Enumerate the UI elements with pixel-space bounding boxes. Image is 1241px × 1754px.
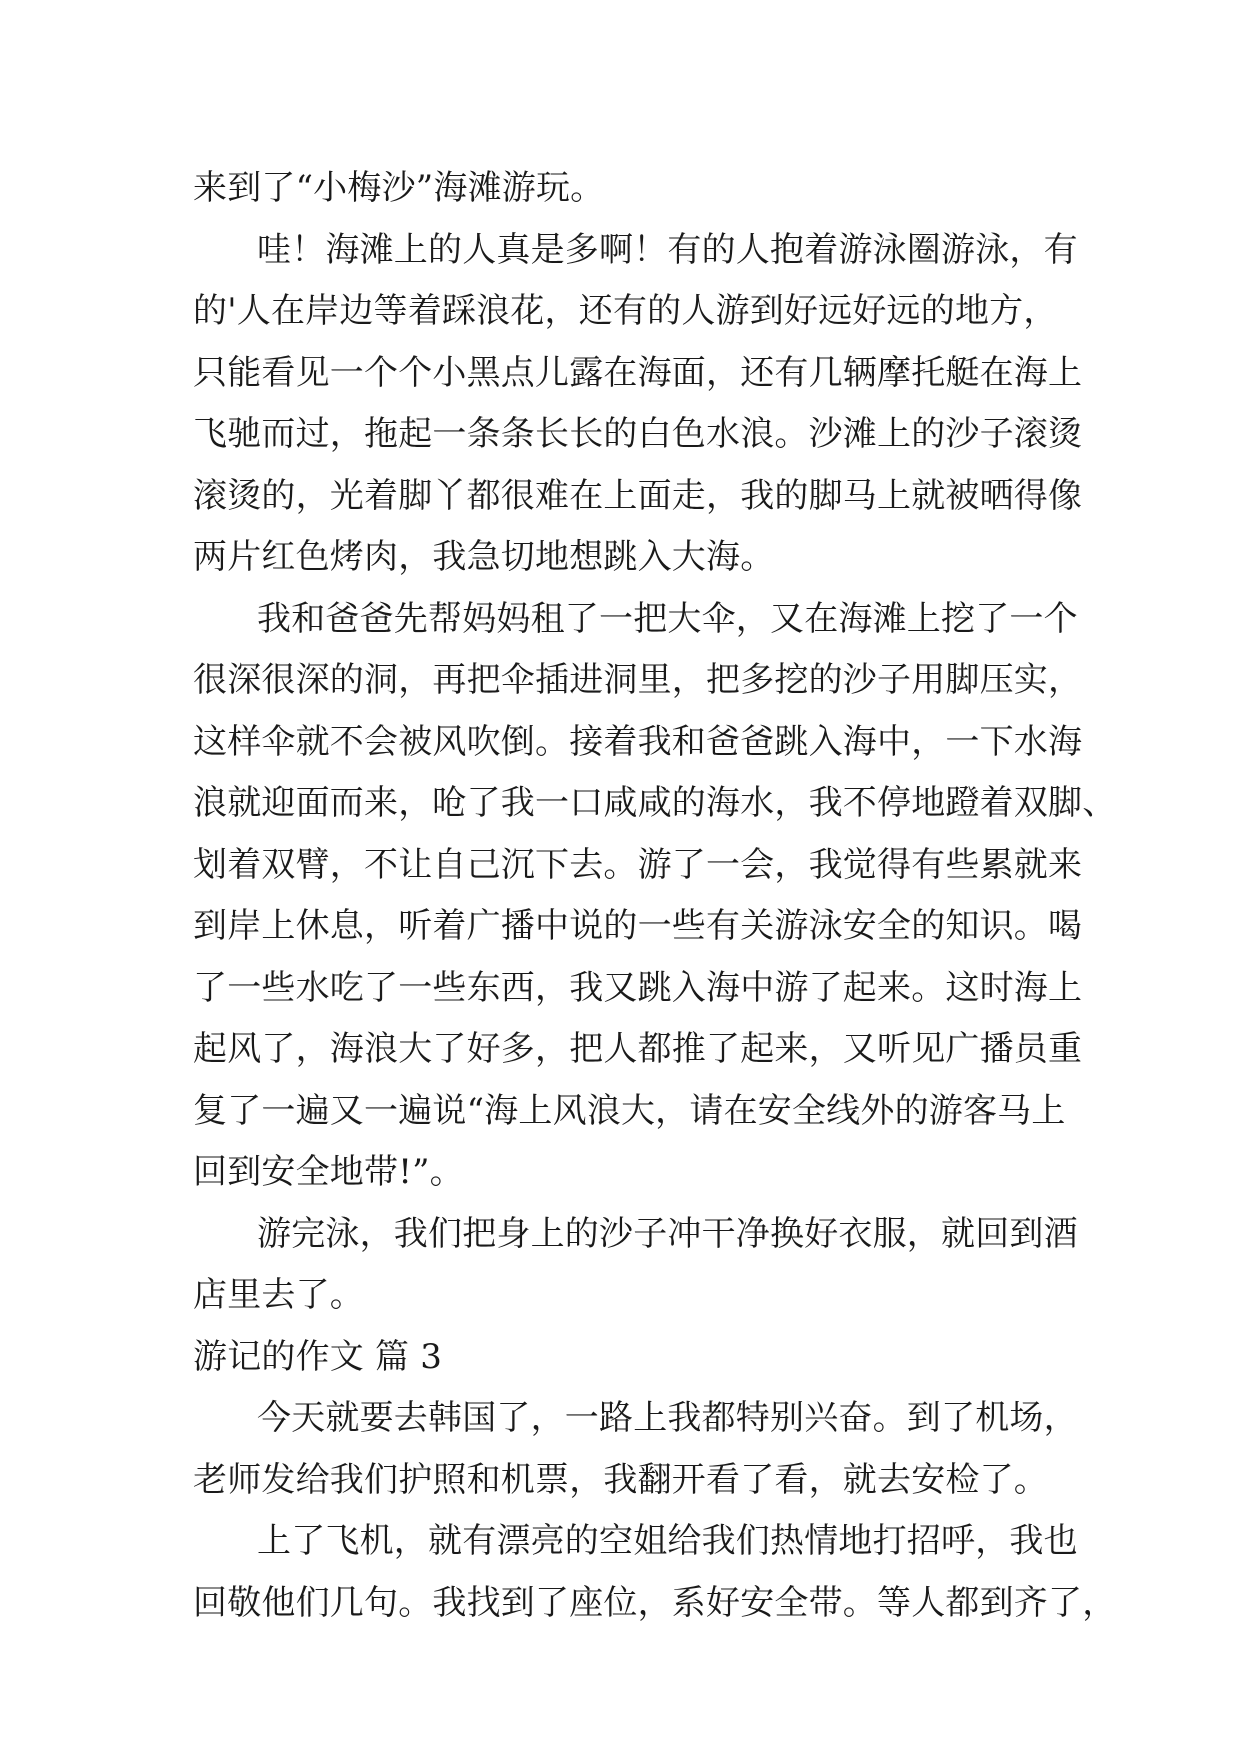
text-line: 游完泳，我们把身上的沙子冲干净换好衣服，就回到酒 xyxy=(257,1213,1078,1254)
text-line: 来到了“小梅沙”海滩游玩。 xyxy=(193,168,605,208)
text-line: 只能看见一个个小黑点儿露在海面，还有几辆摩托艇在海上 xyxy=(193,352,1083,393)
text-line: 浪就迎面而来，呛了我一口咸咸的海水，我不停地蹬着双脚、 xyxy=(193,783,1117,823)
text-line: 两片红色烤肉，我急切地想跳入大海。 xyxy=(193,537,775,577)
text-line: 这样伞就不会被风吹倒。接着我和爸爸跳入海中，一下水海 xyxy=(193,721,1083,762)
text-line: 到岸上休息，听着广播中说的一些有关游泳安全的知识。喝 xyxy=(193,906,1083,946)
text-line: 滚烫的，光着脚丫都很难在上面走，我的脚马上就被晒得像 xyxy=(193,475,1083,516)
text-line: 回敬他们几句。我找到了座位，系好安全带。等人都到齐了， xyxy=(193,1582,1117,1623)
text-line: 的'人在岸边等着踩浪花，还有的人游到好远好远的地方， xyxy=(193,291,1058,331)
text-line: 飞驰而过，拖起一条条长长的白色水浪。沙滩上的沙子滚烫 xyxy=(193,414,1083,454)
document-body xyxy=(193,158,1117,1634)
text-line: 我和爸爸先帮妈妈租了一把大伞，又在海滩上挖了一个 xyxy=(257,598,1078,639)
text-line: 店里去了。 xyxy=(193,1275,364,1315)
text-line: 今天就要去韩国了，一路上我都特别兴奋。到了机场， xyxy=(257,1398,1078,1438)
section-heading: 游记的作文 篇 3 xyxy=(193,1336,443,1377)
text-line: 了一些水吃了一些东西，我又跳入海中游了起来。这时海上 xyxy=(193,967,1083,1008)
text-line: 哇！海滩上的人真是多啊！有的人抱着游泳圈游泳，有 xyxy=(257,229,1078,270)
text-line: 很深很深的洞，再把伞插进洞里，把多挖的沙子用脚压实， xyxy=(193,660,1083,700)
text-line: 划着双臂，不让自己沉下去。游了一会，我觉得有些累就来 xyxy=(193,844,1083,885)
text-line: 起风了，海浪大了好多，把人都推了起来，又听见广播员重 xyxy=(193,1029,1083,1069)
text-line: 复了一遍又一遍说“海上风浪大，请在安全线外的游客马上 xyxy=(193,1090,1066,1131)
text-line: 老师发给我们护照和机票，我翻开看了看，就去安检了。 xyxy=(193,1459,1048,1500)
text-line: 回到安全地带!”。 xyxy=(193,1152,464,1192)
text-line: 上了飞机，就有漂亮的空姐给我们热情地打招呼，我也 xyxy=(257,1521,1078,1561)
